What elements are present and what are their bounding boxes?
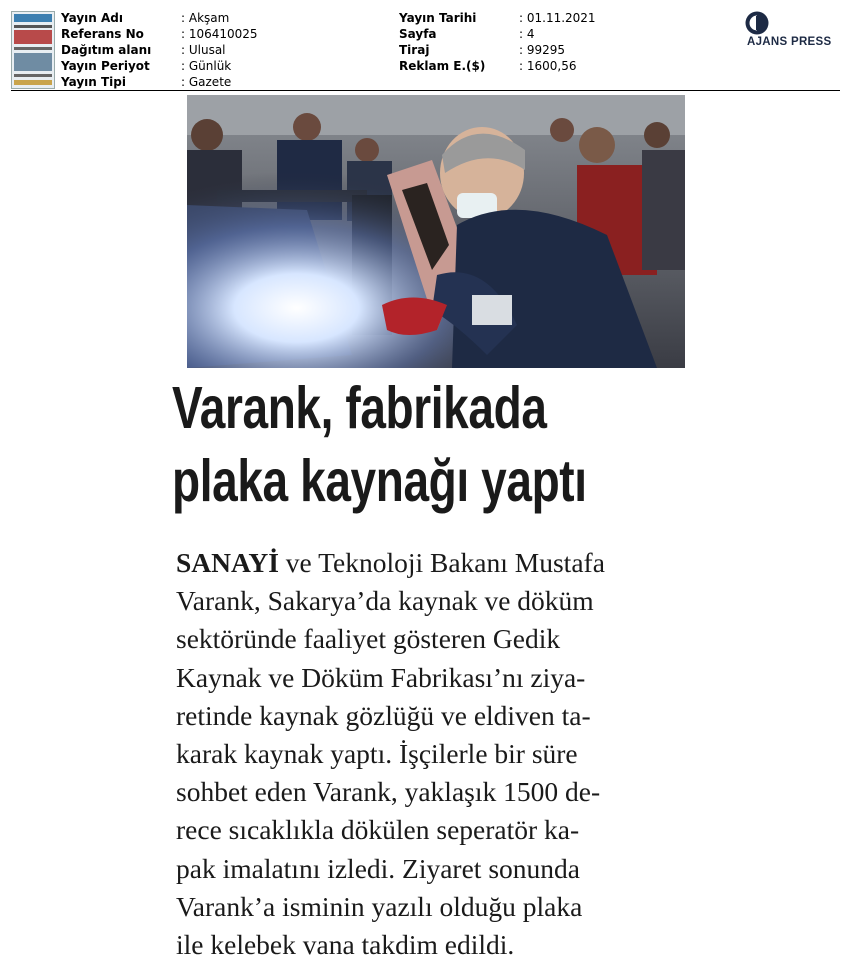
welding-scene-illustration	[187, 95, 685, 368]
ajans-press-logo-text: AJANS PRESS	[747, 36, 832, 48]
header-divider	[11, 90, 840, 91]
meta-row-reklam: Reklam E.($) : 1600,56	[399, 59, 577, 73]
meta-row-sayfa: Sayfa : 4	[399, 27, 535, 41]
publication-meta-right	[399, 10, 596, 74]
headline-line-2: plaka kaynağı yaptı	[172, 448, 587, 514]
meta-row-yayin-tarihi: Yayın Tarihi : 01.11.2021	[399, 11, 596, 25]
body-line-1-rest: ve Teknoloji Bakanı Mustafa	[278, 547, 605, 578]
meta-row-yayin-adi: Yayın Adı : Akşam	[61, 11, 230, 25]
publication-meta-left	[61, 10, 258, 90]
ajans-press-logo-icon	[745, 11, 769, 35]
article-body	[176, 544, 676, 964]
meta-row-yayin-periyot: Yayın Periyot : Günlük	[61, 59, 232, 73]
headline-line-1: Varank, fabrikada	[172, 375, 547, 441]
meta-row-dagitim-alani: Dağıtım alanı : Ulusal	[61, 43, 226, 57]
body-line-4: Kaynak ve Döküm Fabrikası’nı ziya-	[176, 661, 586, 693]
meta-row-referans-no: Referans No : 106410025	[61, 27, 258, 41]
body-line-1	[176, 544, 676, 582]
article-headline	[172, 372, 587, 518]
body-line-8: rece sıcaklıkla dökülen seperatör ka-	[176, 814, 580, 846]
ajans-press-logo	[745, 11, 841, 51]
body-line-5: retinde kaynak gözlüğü ve eldiven ta-	[176, 699, 591, 731]
meta-row-tiraj: Tiraj : 99295	[399, 43, 566, 57]
body-line-6: karak kaynak yaptı. İşçilerle bir süre	[176, 738, 578, 770]
body-lead-word: SANAYİ	[176, 547, 279, 578]
body-line-2: Varank, Sakarya’da kaynak ve döküm	[176, 585, 594, 617]
body-line-3: sektöründe faaliyet gösteren Gedik	[176, 623, 561, 655]
article-photo[interactable]	[187, 95, 685, 368]
body-line-10: Varank’a isminin yazılı olduğu plaka	[176, 890, 583, 922]
body-line-11: ile kelebek vana takdim edildi.	[176, 929, 515, 961]
body-line-9: pak imalatını izledi. Ziyaret sonunda	[176, 852, 580, 884]
newspaper-thumbnail[interactable]	[11, 11, 55, 89]
meta-row-yayin-tipi: Yayın Tipi : Gazete	[61, 75, 232, 89]
clipping-header	[0, 0, 850, 92]
body-line-7: sohbet eden Varank, yaklaşık 1500 de-	[176, 776, 601, 808]
